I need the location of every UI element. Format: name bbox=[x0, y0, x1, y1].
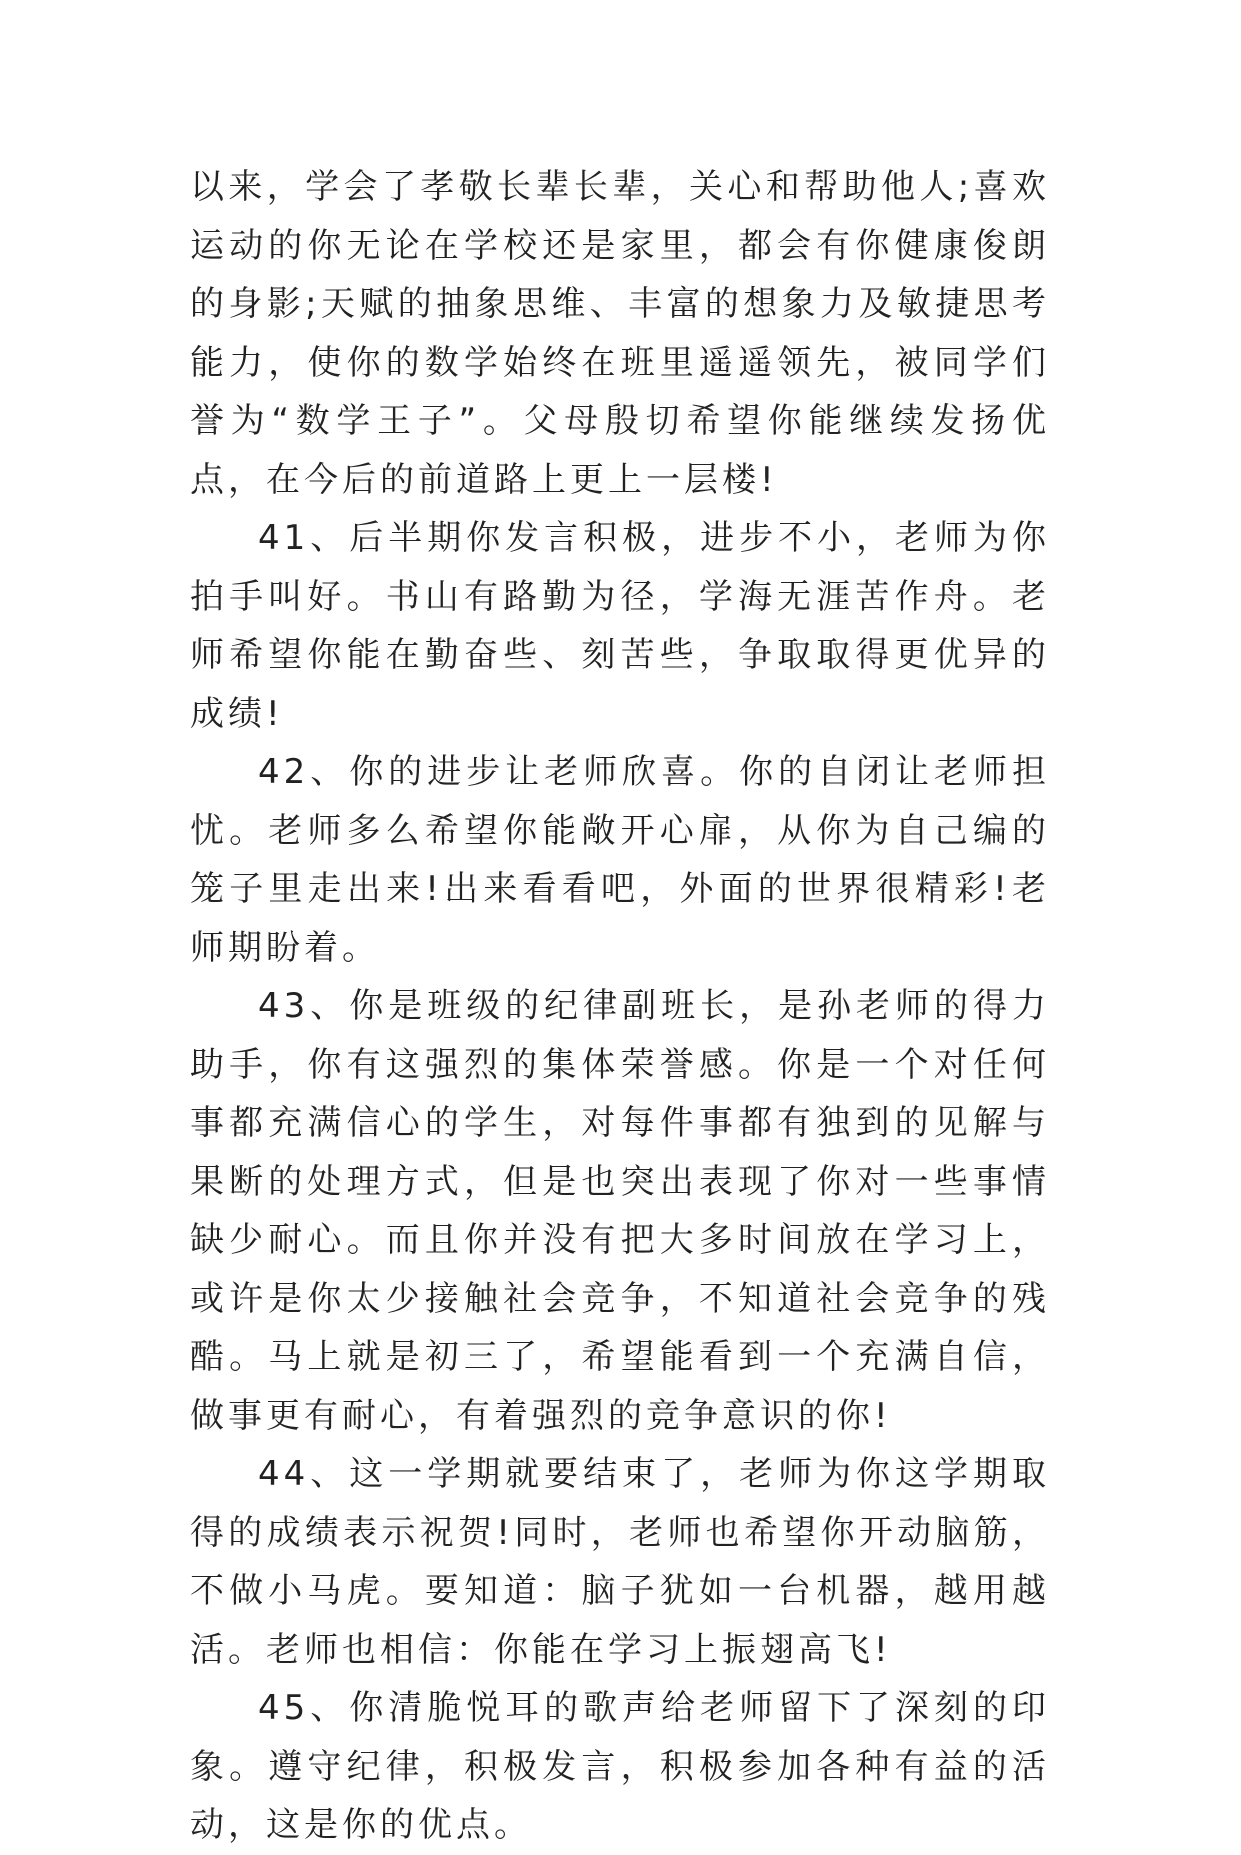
paragraph-comment-42: 42、你的进步让老师欣喜。你的自闭让老师担忧。老师多么希望你能敞开心扉，从你为自己编的笼子里走出来!出来看看吧，外面的世界很精彩!老师期盼着。 bbox=[190, 752, 1050, 968]
paragraph-continuation: 以来，学会了孝敬长辈长辈，关心和帮助他人;喜欢运动的你无论在学校还是家里，都会有你健康俊朗的身影;天赋的抽象思维、丰富的想象力及敏捷思考能力，使你的数学始终在班里遥遥领先，被同学们誉为“数学王子”。父母殷切希望你能继续发扬优点，在今后的前道路上更上一层楼! bbox=[190, 167, 1050, 500]
document-body bbox=[190, 158, 1050, 1855]
paragraph-comment-43: 43、你是班级的纪律副班长，是孙老师的得力助手，你有这强烈的集体荣誉感。你是一个对任何事都充满信心的学生，对每件事都有独到的见解与果断的处理方式，但是也突出表现了你对一些事情缺少耐心。而且你并没有把大多时间放在学习上，或许是你太少接触社会竞争，不知道社会竞争的残酷。马上就是初三了，希望能看到一个充满自信，做事更有耐心，有着强烈的竞争意识的你! bbox=[190, 986, 1050, 1436]
paragraph-comment-41: 41、后半期你发言积极，进步不小，老师为你拍手叫好。书山有路勤为径，学海无涯苦作舟。老师希望你能在勤奋些、刻苦些，争取取得更优异的成绩! bbox=[190, 518, 1050, 734]
paragraph-comment-45: 45、你清脆悦耳的歌声给老师留下了深刻的印象。遵守纪律，积极发言，积极参加各种有益的活动，这是你的优点。 bbox=[190, 1688, 1050, 1845]
paragraph-comment-44: 44、这一学期就要结束了，老师为你这学期取得的成绩表示祝贺!同时，老师也希望你开动脑筋，不做小马虎。要知道：脑子犹如一台机器，越用越活。老师也相信：你能在学习上振翅高飞! bbox=[190, 1454, 1050, 1670]
